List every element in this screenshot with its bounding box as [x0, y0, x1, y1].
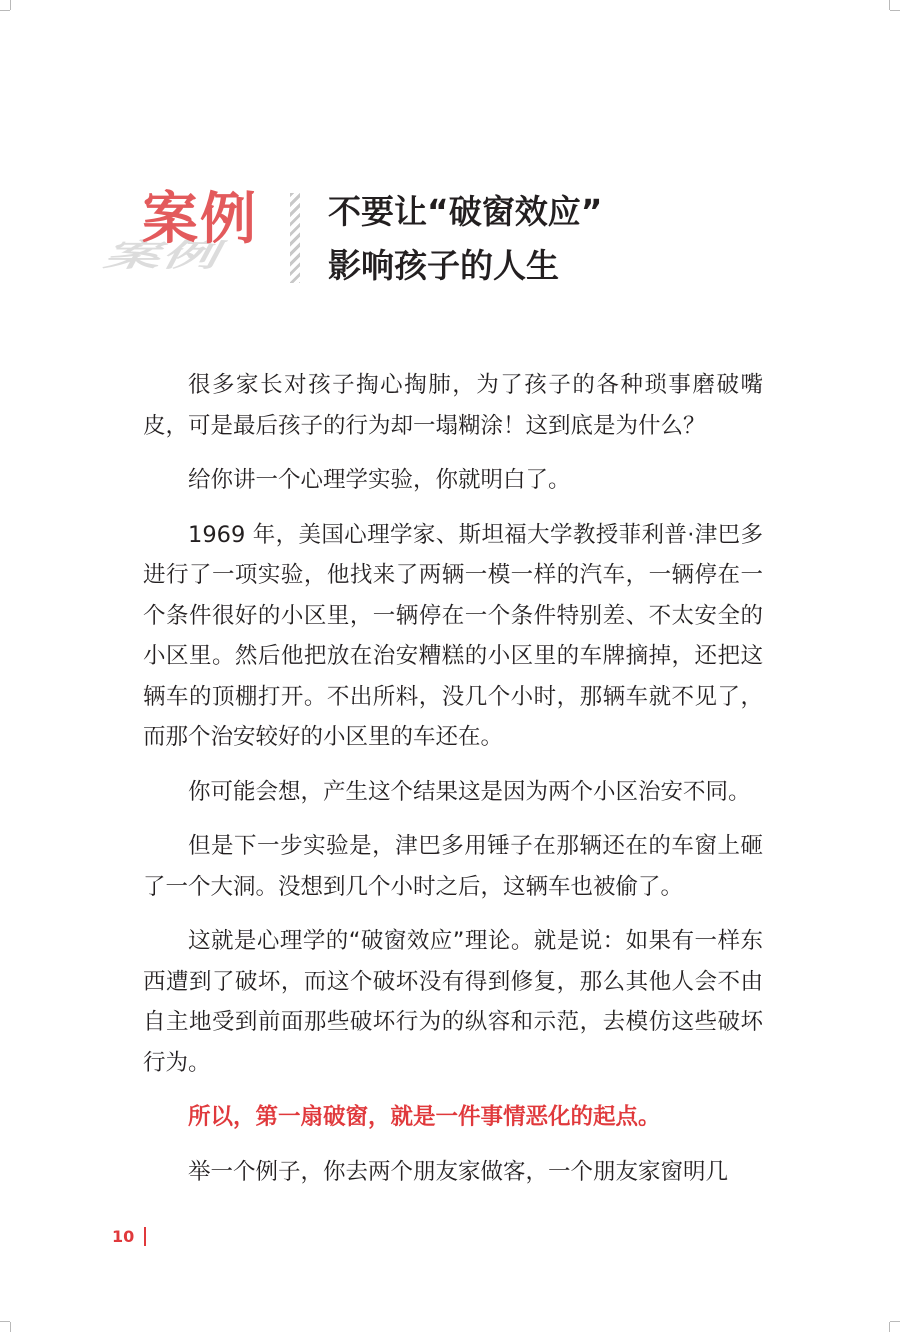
paragraph-2: 给你讲一个心理学实验，你就明白了。 [188, 467, 571, 493]
crop-mark-bottom-left-v [10, 1322, 11, 1332]
crop-mark-bottom-left-h [0, 1321, 10, 1322]
case-title [328, 185, 602, 293]
footer-divider [144, 1227, 146, 1246]
paragraph-4: 你可能会想，产生这个结果这是因为两个小区治安不同。 [188, 778, 751, 805]
crop-mark-top-left-v [10, 0, 11, 10]
case-header [98, 185, 810, 315]
crop-mark-top-left-h [0, 10, 10, 11]
paragraph-6: 这就是心理学的“破窗效应”理论。就是说：如果有一样东西遭到了破坏，而这个破坏没有得到修复，那么其他人会不由自主地受到前面那些破坏行为的纵容和示范，去模仿这些破坏行为。 [143, 928, 763, 1076]
case-title-line-1: 不要让“破窗效应” [328, 192, 603, 231]
crop-mark-top-right-h [890, 10, 900, 11]
paragraph-3: 1969 年，美国心理学家、斯坦福大学教授菲利普·津巴多进行了一项实验，他找来了两辆一模一样的汽车，一辆停在一个条件很好的小区里，一辆停在一个条件特别差、不太安全的小区里。然后他把放在治安糟糕的小区里的车牌摘掉，还把这辆车的顶棚打开。不出所料，没几个小时，那辆车就不见了，而那个治安较好的小区里的车还在。 [143, 521, 763, 750]
page-number: 10 [112, 1227, 135, 1246]
paragraph-1: 很多家长对孩子掏心掏肺，为了孩子的各种琐事磨破嘴皮，可是最后孩子的行为却一塌糊涂！这到底是为什么？ [143, 372, 763, 439]
case-tag: 案例 [142, 187, 258, 252]
paragraph-8: 举一个例子，你去两个朋友家做客，一个朋友家窗明几 [188, 1158, 729, 1185]
page-footer [112, 1225, 134, 1249]
crop-mark-bottom-right-v [889, 1322, 890, 1332]
paragraph-5: 但是下一步实验是，津巴多用锤子在那辆还在的车窗上砸了一个大洞。没想到几个小时之后，这辆车也被偷了。 [143, 833, 763, 900]
crop-mark-bottom-right-h [890, 1321, 900, 1322]
diagonal-stripes-divider [290, 193, 300, 283]
highlight-paragraph: 所以，第一扇破窗，就是一件事情恶化的起点。 [188, 1104, 661, 1130]
case-title-line-2: 影响孩子的人生 [328, 246, 559, 285]
case-tag-reflection: 案例 [98, 238, 234, 274]
body-text [143, 365, 763, 1206]
crop-mark-top-right-v [889, 0, 890, 10]
